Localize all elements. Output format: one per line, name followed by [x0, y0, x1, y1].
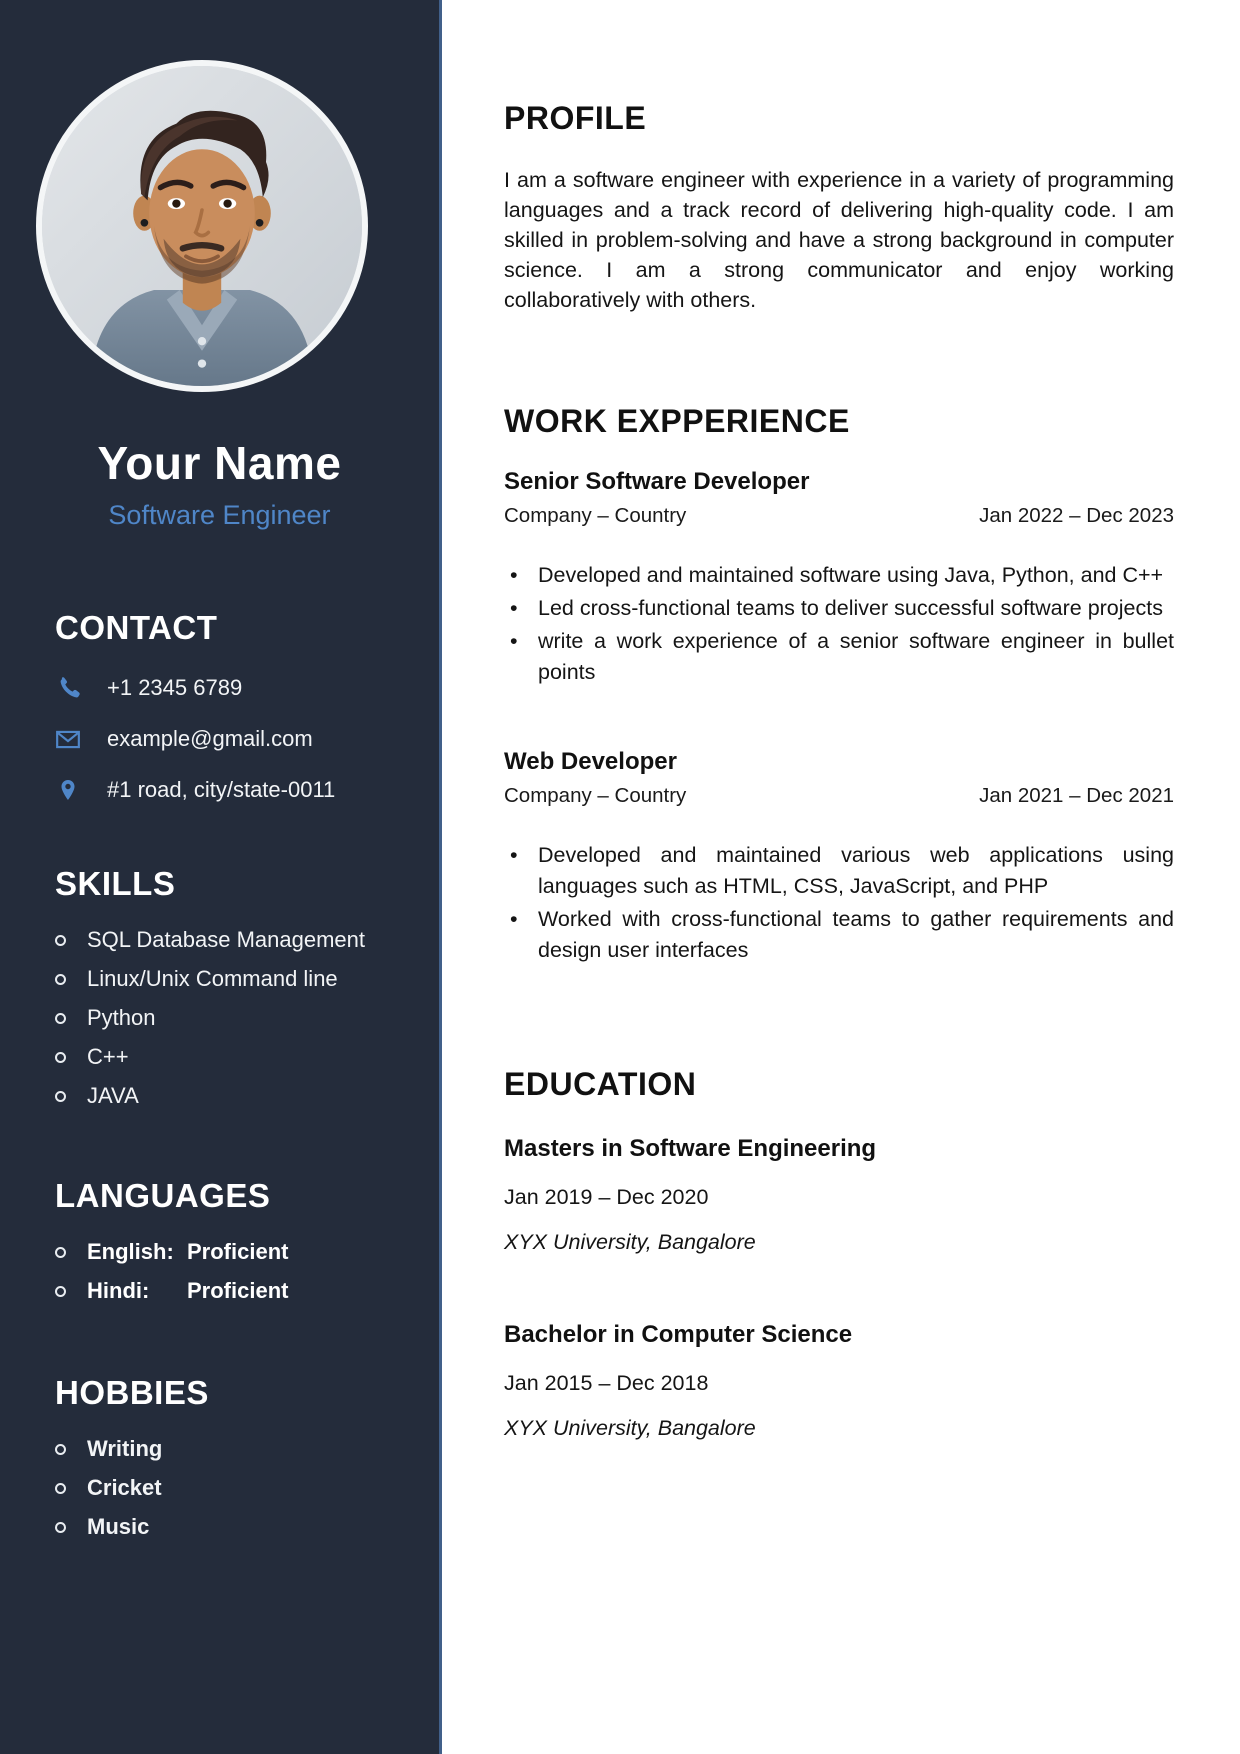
language-item — [55, 1239, 409, 1265]
phone-icon — [55, 675, 81, 701]
contact-list — [55, 675, 409, 803]
job-meta — [504, 504, 1174, 528]
work-experience-heading: WORK EXPPERIENCE — [504, 403, 850, 439]
languages-list — [55, 1239, 409, 1304]
education-school: XYX University, Bangalore — [504, 1416, 756, 1440]
profile-photo — [36, 60, 368, 392]
job-company: Company – Country — [504, 504, 687, 527]
degree-title: Bachelor in Computer Science — [504, 1321, 853, 1348]
circle-bullet-icon — [55, 1483, 66, 1494]
job-bullet: • Worked with cross-functional teams to gather requirements and design user interfaces — [504, 904, 1174, 966]
profile-summary: I am a software engineer with experience in a variety of programming languages and a track record of delivering high-quality code. I am skilled in problem-solving and have a strong background in computer science. I am a strong communicator and enjoy working collaboratively with others. — [504, 168, 1174, 312]
circle-bullet-icon — [55, 1444, 66, 1455]
skill-item: Linux/Unix Command line — [55, 966, 409, 992]
job-dates: Jan 2022 – Dec 2023 — [979, 504, 1174, 527]
job-dates: Jan 2021 – Dec 2021 — [979, 784, 1174, 807]
circle-bullet-icon — [55, 1522, 66, 1533]
job-entry — [504, 468, 1174, 688]
language-name: English: — [87, 1239, 174, 1264]
location-icon — [55, 777, 81, 803]
hobbies-heading: HOBBIES — [55, 1374, 209, 1411]
portrait-illustration — [42, 66, 362, 386]
language-item — [55, 1278, 409, 1304]
contact-heading: CONTACT — [55, 609, 218, 646]
education-dates: Jan 2015 – Dec 2018 — [504, 1371, 709, 1395]
contact-address-row — [55, 777, 409, 803]
hobby-item: Writing — [55, 1436, 409, 1462]
job-title: Web Developer — [504, 748, 677, 775]
job-bullet-list — [504, 840, 1174, 966]
language-level: Proficient — [187, 1278, 289, 1303]
skill-item: SQL Database Management — [55, 927, 409, 953]
skill-item: Python — [55, 1005, 409, 1031]
job-title: Senior Software Developer — [504, 468, 810, 495]
person-role: Software Engineer — [108, 500, 331, 530]
language-level: Proficient — [187, 1239, 289, 1264]
contact-email-row — [55, 726, 409, 752]
sidebar — [0, 0, 442, 1754]
job-bullet: • Developed and maintained software using Java, Python, and C++ — [504, 560, 1174, 591]
job-bullet: • Led cross-functional teams to deliver successful software projects — [504, 593, 1174, 624]
circle-bullet-icon — [55, 935, 66, 946]
email-icon — [55, 726, 81, 752]
hobbies-list — [55, 1436, 409, 1540]
job-meta — [504, 784, 1174, 808]
job-bullet: • Developed and maintained various web applications using languages such as HTML, CSS, JavaScript, and PHP — [504, 840, 1174, 902]
circle-bullet-icon — [55, 1286, 66, 1297]
email-address: example@gmail.com — [107, 726, 313, 751]
education-heading: EDUCATION — [504, 1066, 697, 1102]
skills-heading: SKILLS — [55, 865, 176, 902]
phone-number: +1 2345 6789 — [107, 675, 243, 700]
skill-item: JAVA — [55, 1083, 409, 1109]
job-bullet-list — [504, 560, 1174, 688]
main-content — [442, 0, 1240, 1754]
job-bullet: • write a work experience of a senior software engineer in bullet points — [504, 626, 1174, 688]
skill-item: C++ — [55, 1044, 409, 1070]
circle-bullet-icon — [55, 1052, 66, 1063]
circle-bullet-icon — [55, 1247, 66, 1258]
hobby-item: Music — [55, 1514, 409, 1540]
languages-heading: LANGUAGES — [55, 1177, 271, 1214]
street-address: #1 road, city/state-0011 — [107, 777, 336, 802]
circle-bullet-icon — [55, 1091, 66, 1102]
language-name: Hindi: — [87, 1278, 150, 1303]
education-dates: Jan 2019 – Dec 2020 — [504, 1185, 709, 1209]
education-entry — [504, 1135, 1174, 1255]
circle-bullet-icon — [55, 974, 66, 985]
hobby-item: Cricket — [55, 1475, 409, 1501]
job-company: Company – Country — [504, 784, 687, 807]
job-entry — [504, 748, 1174, 966]
skills-list — [55, 927, 409, 1109]
person-name: Your Name — [97, 437, 342, 489]
circle-bullet-icon — [55, 1013, 66, 1024]
contact-phone-row — [55, 675, 409, 701]
education-entry — [504, 1321, 1174, 1441]
education-school: XYX University, Bangalore — [504, 1230, 756, 1254]
degree-title: Masters in Software Engineering — [504, 1135, 877, 1162]
profile-heading: PROFILE — [504, 100, 647, 136]
